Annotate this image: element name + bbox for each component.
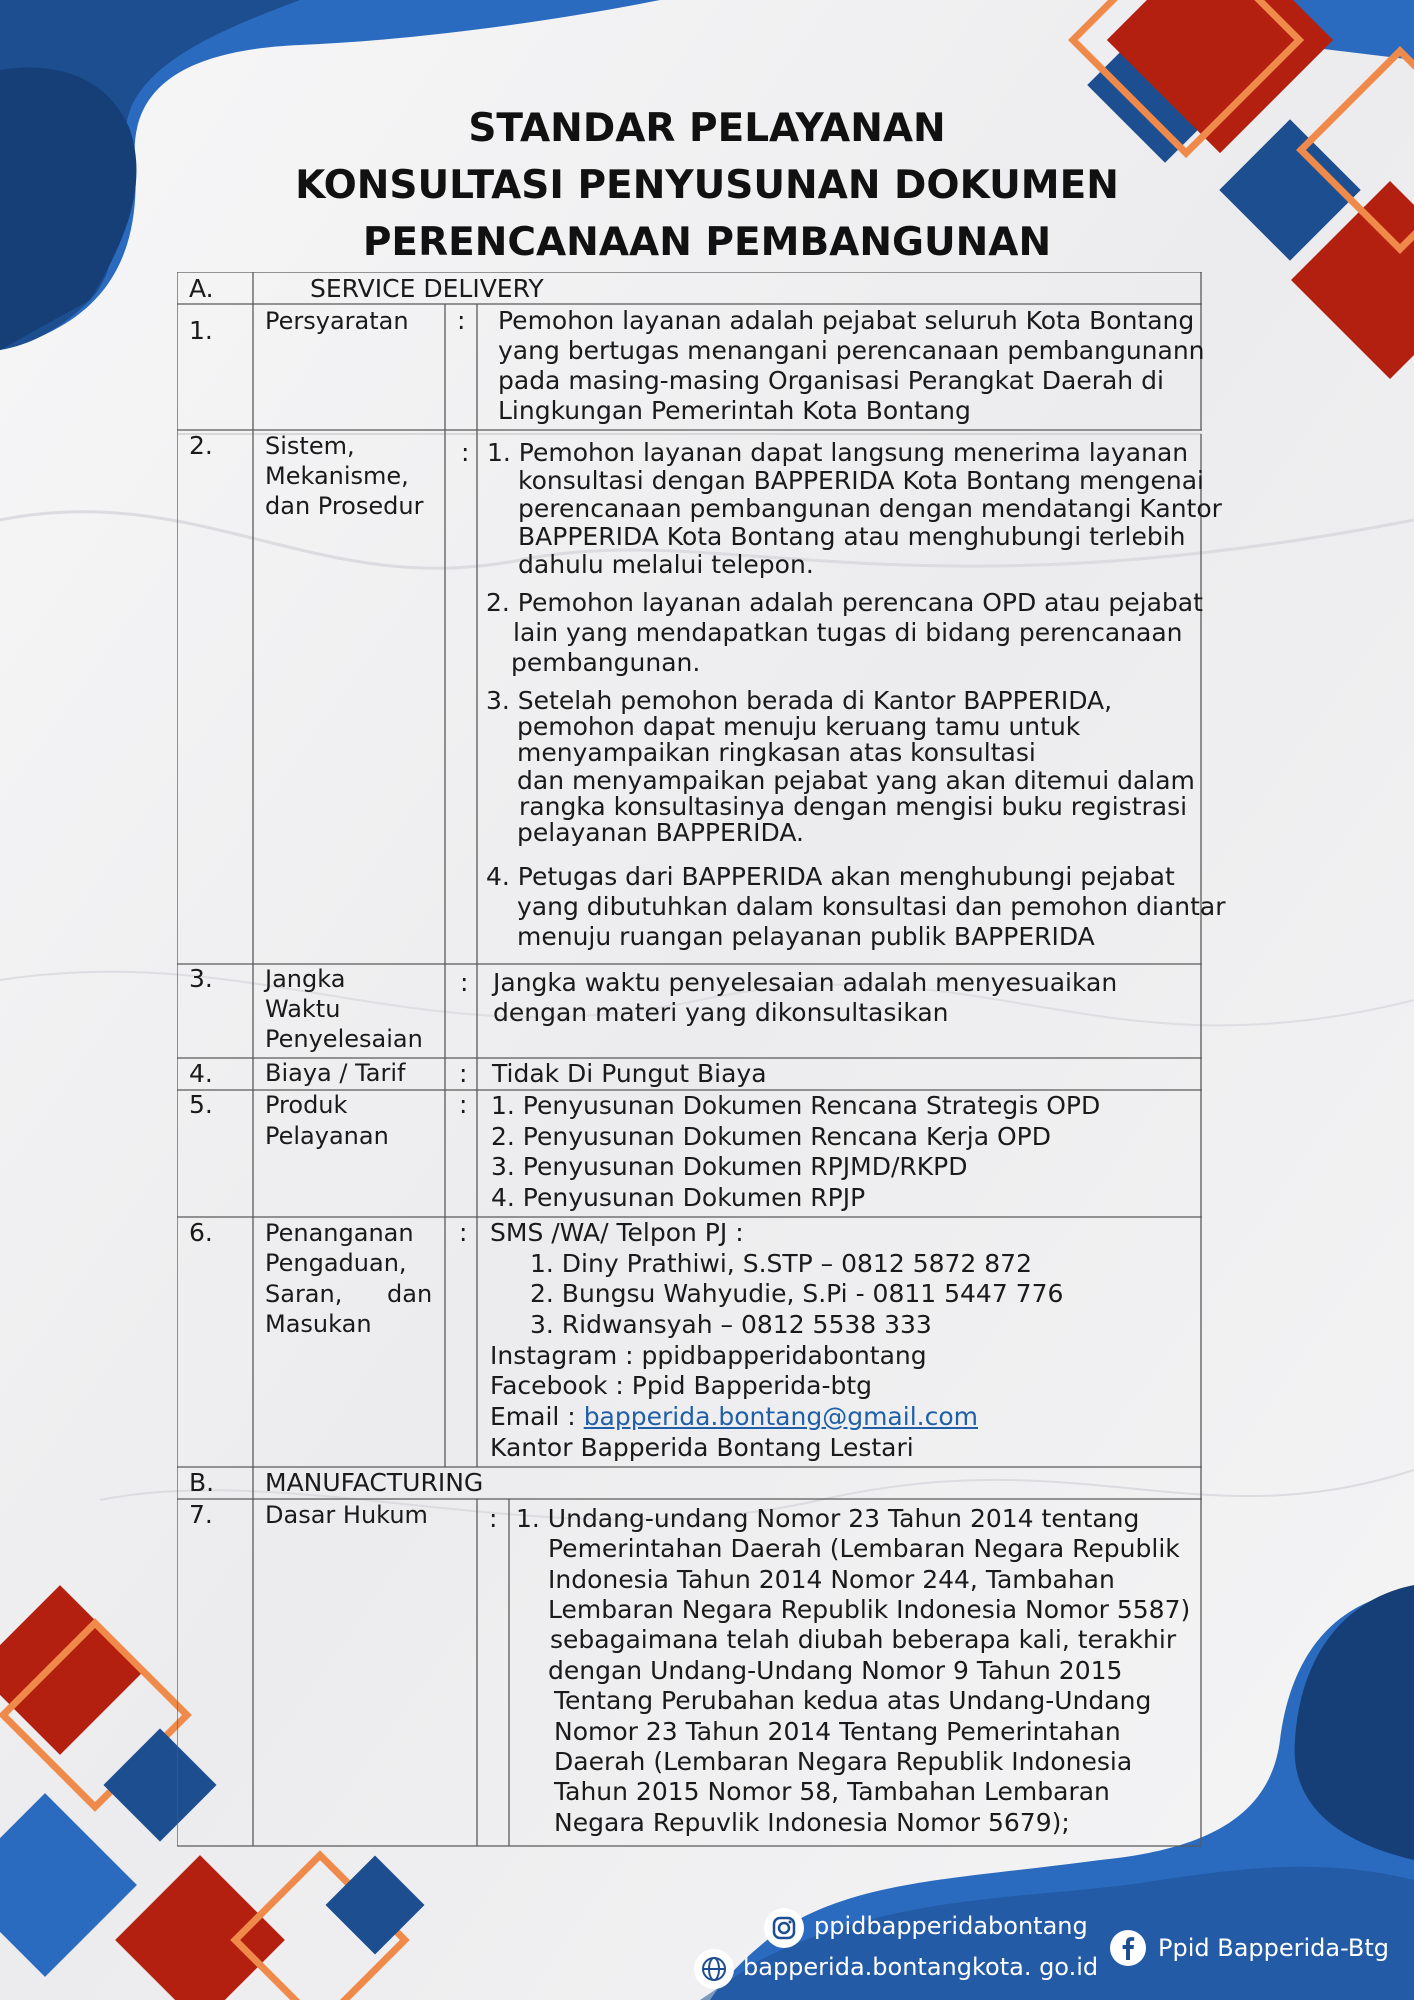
row-3-text-line-2: dengan materi yang dikonsultasikan [493,998,949,1027]
globe-icon [694,1949,734,1989]
footer-instagram-handle[interactable]: ppidbapperidabontang [814,1912,1088,1940]
row-7-line-11: Negara Repuvlik Indonesia Nomor 5679); [554,1808,1070,1837]
row-2-item-1-line-5: dahulu melalui telepon. [518,550,814,579]
row-5-item-4: 4. Penyusunan Dokumen RPJP [491,1183,866,1212]
row-5-item-1: 1. Penyusunan Dokumen Rencana Strategis OPD [491,1091,1101,1120]
row-6-label-line-2: Pengaduan, [265,1249,407,1277]
section-a-label: SERVICE DELIVERY [310,274,544,303]
title-line-2: KONSULTASI PENYUSUNAN DOKUMEN [295,163,1119,208]
footer-facebook-page[interactable]: Ppid Bapperida-Btg [1158,1934,1390,1962]
row-7-line-1: 1. Undang-undang Nomor 23 Tahun 2014 tentang [516,1504,1140,1533]
row-6-email-label: Email : [490,1402,584,1431]
row-7-label: Dasar Hukum [265,1501,428,1529]
row-6-email-line [490,1402,978,1433]
row-2-item-4-line-1: 4. Petugas dari BAPPERIDA akan menghubungi pejabat [486,862,1175,891]
row-2-item-1-line-1: 1. Pemohon layanan dapat langsung menerima layanan [487,438,1189,467]
row-6-contact-3: 3. Ridwansyah – 0812 5538 333 [530,1310,932,1339]
row-2-item-1-line-2: konsultasi dengan BAPPERIDA Kota Bontang mengenai [518,466,1204,495]
row-2-number: 2. [189,431,213,460]
row-2-item-3-line-3: menyampaikan ringkasan atas konsultasi [517,738,1036,767]
title-line-1: STANDAR PELAYANAN [468,106,946,151]
row-1-colon: : [457,306,466,335]
row-6-contact-1: 1. Diny Prathiwi, S.STP – 0812 5872 872 [530,1249,1032,1278]
row-3-number: 3. [189,964,213,993]
row-7-line-4: Lembaran Negara Republik Indonesia Nomor 5587) [548,1595,1191,1624]
row-2-item-3-line-6: pelayanan BAPPERIDA. [517,818,804,847]
row-7-line-7: Tentang Perubahan kedua atas Undang-Undang [554,1686,1152,1715]
facebook-icon [1110,1930,1146,1966]
row-2-item-3-line-1: 3. Setelah pemohon berada di Kantor BAPPERIDA, [486,686,1113,715]
section-b-letter: B. [189,1468,215,1497]
row-6-colon: : [459,1218,468,1247]
row-4-number: 4. [189,1059,213,1088]
row-3-label-line-1: Jangka [265,965,346,993]
row-3-label-line-2: Waktu [265,995,341,1023]
row-2-item-2-line-2: lain yang mendapatkan tugas di bidang perencanaan [513,618,1183,647]
row-7-line-10: Tahun 2015 Nomor 58, Tambahan Lembaran [554,1777,1110,1806]
row-5-colon: : [459,1090,468,1119]
row-7-line-2: Pemerintahan Daerah (Lembaran Negara Republik [548,1534,1180,1563]
row-6-label-line-3b: dan [387,1280,433,1308]
row-1-text-line-2: yang bertugas menangani perencanaan pembangunann [498,336,1205,365]
row-7-line-5: sebagaimana telah diubah beberapa kali, terakhir [550,1625,1177,1654]
row-5-item-2: 2. Penyusunan Dokumen Rencana Kerja OPD [491,1122,1051,1151]
row-1-text-line-1: Pemohon layanan adalah pejabat seluruh Kota Bontang [498,306,1195,335]
row-2-item-2-line-3: pembangunan. [511,648,701,677]
service-standard-table [177,272,1226,1848]
row-6-sms-heading: SMS /WA/ Telpon PJ : [490,1218,744,1247]
row-1-label: Persyaratan [265,307,409,335]
row-7-line-9: Daerah (Lembaran Negara Republik Indonesia [554,1747,1133,1776]
row-4-label: Biaya / Tarif [265,1059,406,1087]
section-b-label: MANUFACTURING [265,1468,484,1497]
instagram-icon [764,1908,804,1948]
row-7-number: 7. [189,1500,213,1529]
row-3-label-line-3: Penyelesaian [265,1025,423,1053]
row-6-facebook: Facebook : Ppid Bapperida-btg [490,1371,873,1400]
row-1-text-line-3: pada masing-masing Organisasi Perangkat Daerah di [498,366,1164,395]
row-2-item-1-line-4: BAPPERIDA Kota Bontang atau menghubungi terlebih [518,522,1186,551]
row-2-label-line-2: Mekanisme, [265,462,409,490]
footer-website[interactable]: bapperida.bontangkota. go.id [743,1953,1099,1981]
row-2-item-4-line-3: menuju ruangan pelayanan publik BAPPERIDA [517,922,1095,951]
row-1-number: 1. [189,316,213,345]
row-5-number: 5. [189,1090,213,1119]
row-5-label-line-1: Produk [265,1091,348,1119]
row-5-item-3: 3. Penyusunan Dokumen RPJMD/RKPD [491,1152,968,1181]
row-4-value: Tidak Di Pungut Biaya [492,1059,767,1088]
row-7-line-3: Indonesia Tahun 2014 Nomor 244, Tambahan [548,1565,1115,1594]
row-6-label-line-4: Masukan [265,1310,372,1338]
row-2-label-line-1: Sistem, [265,432,355,460]
row-3-colon: : [460,968,469,997]
row-6-contact-2: 2. Bungsu Wahyudie, S.Pi - 0811 5447 776 [530,1279,1064,1308]
row-4-colon: : [459,1059,468,1088]
row-3-text-line-1: Jangka waktu penyelesaian adalah menyesuaikan [493,968,1118,997]
row-2-item-3-line-2: pemohon dapat menuju keruang tamu untuk [517,712,1081,741]
row-7-line-6: dengan Undang-Undang Nomor 9 Tahun 2015 [548,1656,1123,1685]
row-5-label-line-2: Pelayanan [265,1122,389,1150]
row-2-item-3-line-4: dan menyampaikan pejabat yang akan ditemui dalam [517,766,1195,795]
row-6-instagram: Instagram : ppidbapperidabontang [490,1341,927,1370]
row-6-office: Kantor Bapperida Bontang Lestari [490,1433,914,1462]
section-a-letter: A. [189,274,214,303]
document-title [0,100,1414,271]
row-7-colon: : [489,1504,498,1533]
row-2-item-2-line-1: 2. Pemohon layanan adalah perencana OPD atau pejabat [486,588,1203,617]
row-2-item-1-line-3: perencanaan pembangunan dengan mendatangi Kantor [518,494,1222,523]
row-1-text-line-4: Lingkungan Pemerintah Kota Bontang [498,396,971,425]
row-2-colon: : [461,438,470,467]
row-6-number: 6. [189,1218,213,1247]
row-7-line-8: Nomor 23 Tahun 2014 Tentang Pemerintahan [554,1717,1121,1746]
row-6-label-line-1: Penanganan [265,1219,414,1247]
row-6-label-line-3: Saran, [265,1280,343,1308]
row-2-label-line-3: dan Prosedur [265,492,424,520]
row-2-item-4-line-2: yang dibutuhkan dalam konsultasi dan pemohon diantar [517,892,1226,921]
email-link[interactable]: bapperida.bontang@gmail.com [583,1402,978,1431]
title-line-3: PERENCANAAN PEMBANGUNAN [362,220,1052,265]
row-2-item-3-line-5: rangka konsultasinya dengan mengisi buku registrasi [519,792,1188,821]
